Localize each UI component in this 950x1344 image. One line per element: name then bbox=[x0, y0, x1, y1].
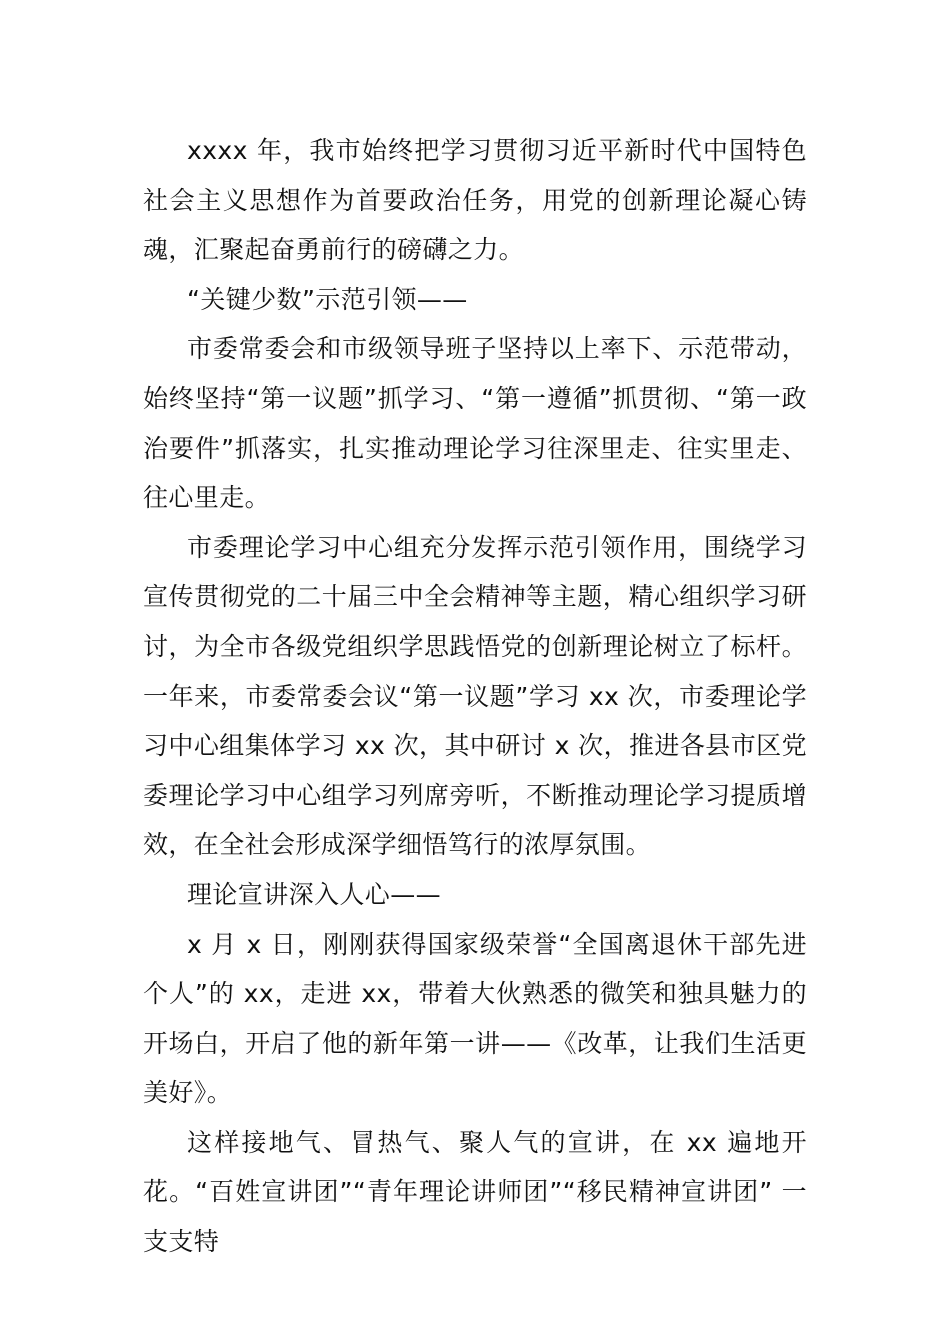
paragraph-standing-committee: 市委常委会和市级领导班子坚持以上率下、示范带动，始终坚持“第一议题”抓学习、“第一遵循”抓贯彻、“第一政治要件”抓落实，扎实推动理论学习往深里走、往实里走、往心里走。 bbox=[143, 334, 807, 513]
paragraph-lecture-groups: 这样接地气、冒热气、聚人气的宣讲，在 xx 遍地开花。“百姓宣讲团”“青年理论讲师团”“移民精神宣讲团” 一支支特 bbox=[143, 1127, 807, 1257]
section-heading-lectures: 理论宣讲深入人心—— bbox=[187, 879, 442, 909]
paragraph-intro: xxxx 年，我市始终把学习贯彻习近平新时代中国特色社会主义思想作为首要政治任务，用党的创新理论凝心铸魂，汇聚起奋勇前行的磅礴之力。 bbox=[143, 136, 807, 265]
section-heading-leadership: “关键少数”示范引领—— bbox=[187, 284, 468, 314]
paragraph-new-year-lecture: x 月 x 日，刚刚获得国家级荣誉“全国离退休干部先进个人”的 xx，走进 xx，带着大伙熟悉的微笑和独具魅力的开场白，开启了他的新年第一讲——《改革，让我们生活更美好》。 bbox=[143, 929, 807, 1108]
paragraph-study-center: 市委理论学习中心组充分发挥示范引领作用，围绕学习宣传贯彻党的二十届三中全会精神等主题，精心组织学习研讨，为全市各级党组织学思践悟党的创新理论树立了标杆。一年来，市委常委会议“第一议题”学习 xx 次，市委理论学习中心组集体学习 xx 次，其中研讨 x 次，推进各县市区党委理论学习中心组学习列席旁听，不断推动理论学习提质增效，在全社会形成深学细悟笃行的浓厚氛围。 bbox=[143, 532, 807, 860]
document-body bbox=[143, 126, 807, 1267]
